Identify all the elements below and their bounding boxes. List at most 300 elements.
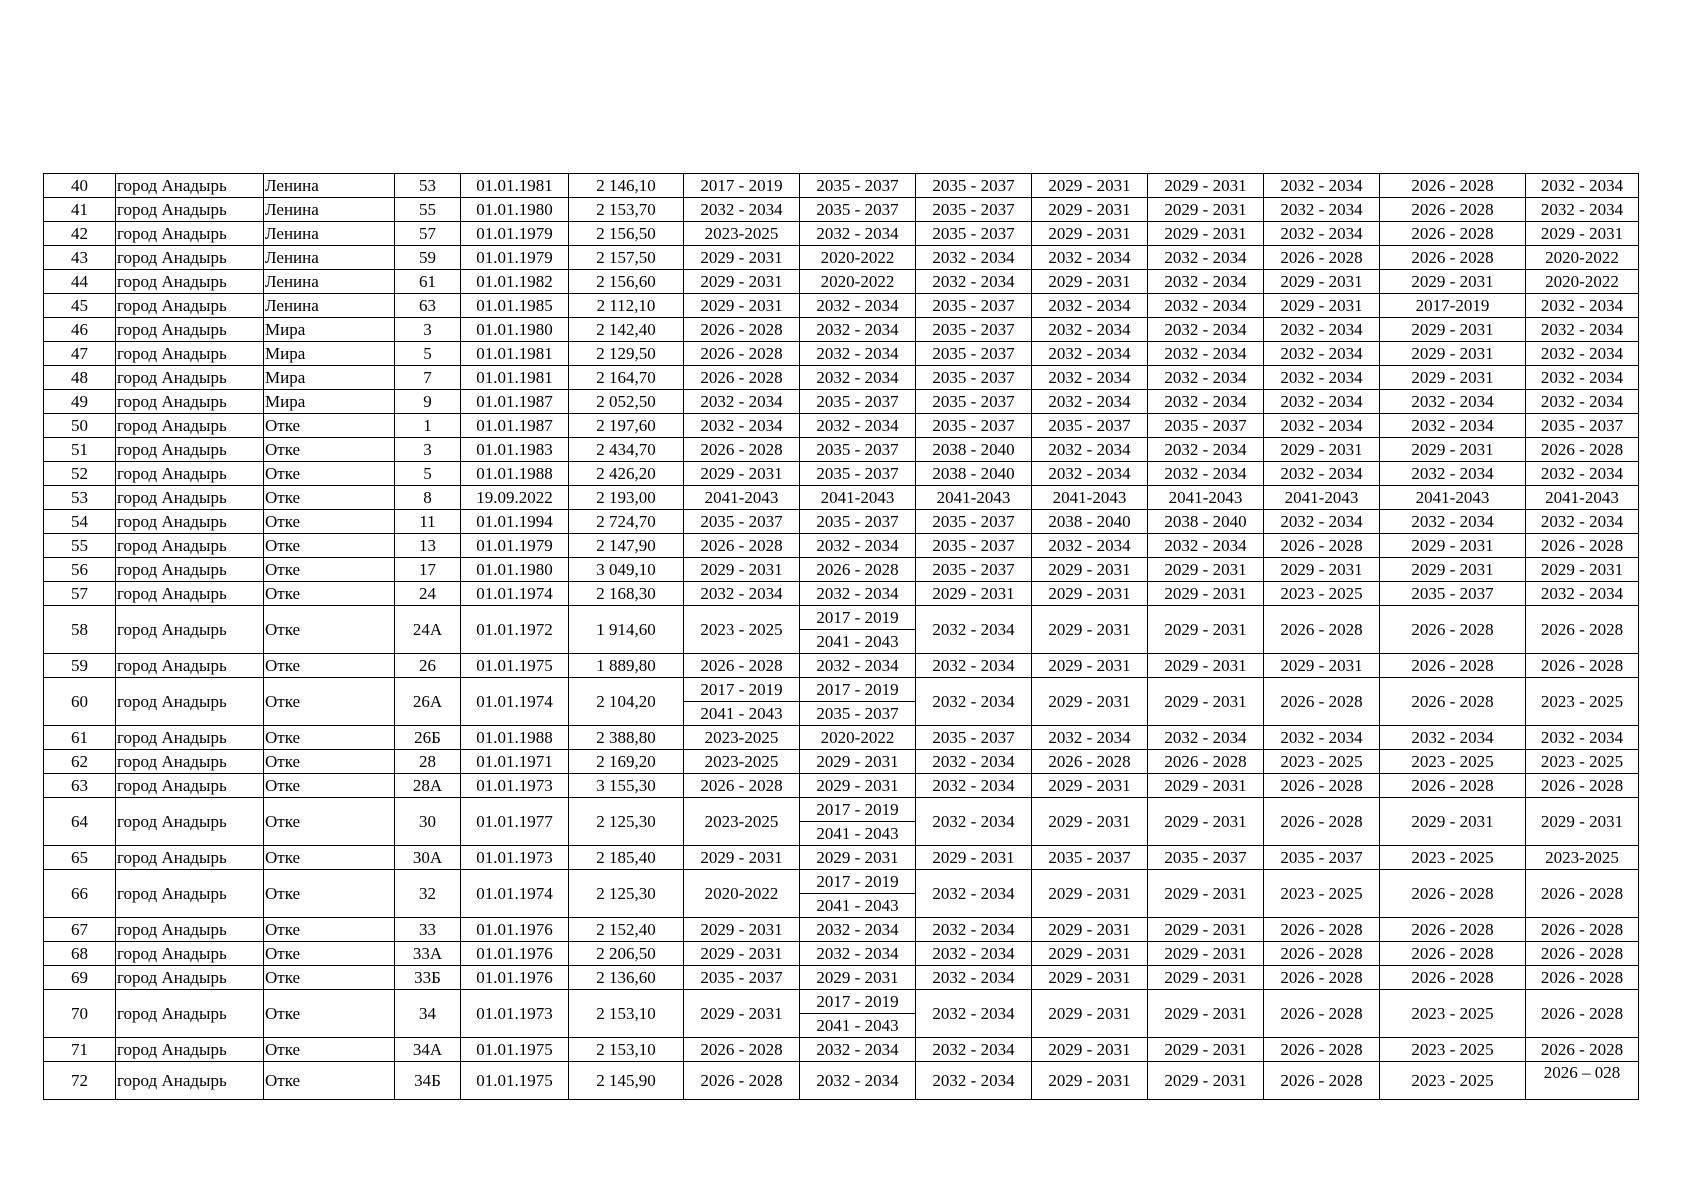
area-cell: 2 125,30	[569, 798, 684, 846]
commission-date-cell: 01.01.1975	[461, 1038, 569, 1062]
street-cell: Ленина	[264, 294, 395, 318]
period-cell: 2041-2043	[1264, 486, 1380, 510]
period-cell: 2032 - 2034	[1148, 318, 1264, 342]
period-cell: 2032 - 2034	[1148, 726, 1264, 750]
row-number-cell: 57	[44, 582, 116, 606]
period-cell: 2032 - 2034	[916, 1038, 1032, 1062]
period-cell: 2029 - 2031	[1264, 270, 1380, 294]
city-cell: город Анадырь	[116, 558, 264, 582]
table-row	[44, 606, 1639, 654]
period-value: 2041 - 2043	[800, 1013, 915, 1037]
period-cell: 2026 - 2028	[1526, 966, 1639, 990]
period-cell: 2017-2019	[1380, 294, 1526, 318]
house-number-cell: 5	[395, 342, 461, 366]
period-cell: 2029 - 2031	[1032, 1062, 1148, 1100]
period-cell: 2023 - 2025	[1264, 750, 1380, 774]
row-number-cell: 65	[44, 846, 116, 870]
house-number-cell: 5	[395, 462, 461, 486]
commission-date-cell: 01.01.1982	[461, 270, 569, 294]
period-cell: 2026 - 2028	[1380, 198, 1526, 222]
street-cell: Отке	[264, 678, 395, 726]
city-cell: город Анадырь	[116, 870, 264, 918]
period-cell: 2029 - 2031	[1032, 222, 1148, 246]
table-row	[44, 918, 1639, 942]
period-cell: 2029 - 2031	[916, 582, 1032, 606]
table-row	[44, 486, 1639, 510]
period-cell: 2026 - 2028	[1380, 222, 1526, 246]
period-cell: 2029 - 2031	[1148, 558, 1264, 582]
house-number-cell: 9	[395, 390, 461, 414]
period-cell: 2029 - 2031	[1148, 990, 1264, 1038]
period-cell: 2038 - 2040	[916, 462, 1032, 486]
commission-date-cell: 01.01.1976	[461, 942, 569, 966]
period-cell: 2035 - 2037	[916, 294, 1032, 318]
house-number-cell: 26Б	[395, 726, 461, 750]
street-cell: Ленина	[264, 270, 395, 294]
period-cell: 2029 - 2031	[800, 774, 916, 798]
street-cell: Ленина	[264, 198, 395, 222]
period-cell: 2038 - 2040	[916, 438, 1032, 462]
commission-date-cell: 01.01.1979	[461, 534, 569, 558]
period-cell: 2026 - 2028	[1264, 246, 1380, 270]
period-cell: 2041-2043	[800, 486, 916, 510]
period-cell: 2026 - 2028	[684, 1062, 800, 1100]
commission-date-cell: 01.01.1976	[461, 966, 569, 990]
period-cell: 2029 - 2031	[1148, 222, 1264, 246]
table-row	[44, 342, 1639, 366]
period-cell: 2032 - 2034	[800, 918, 916, 942]
period-cell: 2026 - 2028	[684, 534, 800, 558]
city-cell: город Анадырь	[116, 918, 264, 942]
row-number-cell: 55	[44, 534, 116, 558]
period-cell: 2026 - 2028	[1526, 606, 1639, 654]
row-number-cell: 44	[44, 270, 116, 294]
commission-date-cell: 01.01.1987	[461, 390, 569, 414]
table-row	[44, 294, 1639, 318]
period-cell: 2032 - 2034	[916, 966, 1032, 990]
period-cell: 2026 - 2028	[1380, 870, 1526, 918]
row-number-cell: 59	[44, 654, 116, 678]
period-cell: 2032 - 2034	[800, 1038, 916, 1062]
period-cell: 2032 - 2034	[1032, 726, 1148, 750]
period-cell: 2032 - 2034	[1526, 726, 1639, 750]
period-cell: 2032 - 2034	[1032, 438, 1148, 462]
period-cell: 2029 - 2031	[1032, 942, 1148, 966]
row-number-cell: 62	[44, 750, 116, 774]
period-cell: 2029 - 2031	[1148, 966, 1264, 990]
commission-date-cell: 01.01.1973	[461, 990, 569, 1038]
period-cell: 2032 - 2034	[1264, 366, 1380, 390]
period-cell: 2032 - 2034	[1264, 726, 1380, 750]
commission-date-cell: 01.01.1971	[461, 750, 569, 774]
period-cell: 2035 - 2037	[916, 318, 1032, 342]
street-cell: Отке	[264, 774, 395, 798]
period-cell: 2023-2025	[684, 222, 800, 246]
commission-date-cell: 01.01.1988	[461, 462, 569, 486]
period-cell: 2029 - 2031	[1380, 318, 1526, 342]
house-number-cell: 8	[395, 486, 461, 510]
street-cell: Отке	[264, 438, 395, 462]
table-row	[44, 246, 1639, 270]
period-cell: 2029 - 2031	[1264, 294, 1380, 318]
period-cell: 2026 - 2028	[1380, 942, 1526, 966]
period-cell: 2026 - 2028	[1526, 774, 1639, 798]
row-number-cell: 63	[44, 774, 116, 798]
area-cell: 2 197,60	[569, 414, 684, 438]
house-number-cell: 33А	[395, 942, 461, 966]
commission-date-cell: 01.01.1979	[461, 246, 569, 270]
house-number-cell: 11	[395, 510, 461, 534]
period-cell: 2026 – 028	[1526, 1062, 1639, 1100]
period-cell: 2032 - 2034	[1526, 462, 1639, 486]
period-cell: 2023-2025	[684, 798, 800, 846]
row-number-cell: 54	[44, 510, 116, 534]
period-value: 2041 - 2043	[684, 701, 799, 725]
house-number-cell: 13	[395, 534, 461, 558]
city-cell: город Анадырь	[116, 414, 264, 438]
street-cell: Отке	[264, 462, 395, 486]
area-cell: 2 147,90	[569, 534, 684, 558]
period-cell: 2026 - 2028	[684, 774, 800, 798]
period-cell: 2029 - 2031	[1032, 966, 1148, 990]
row-number-cell: 72	[44, 1062, 116, 1100]
period-cell-split	[800, 606, 916, 654]
commission-date-cell: 01.01.1981	[461, 174, 569, 198]
row-number-cell: 50	[44, 414, 116, 438]
period-cell: 2029 - 2031	[800, 846, 916, 870]
commission-date-cell: 01.01.1974	[461, 582, 569, 606]
period-cell: 2032 - 2034	[800, 366, 916, 390]
period-cell: 2035 - 2037	[916, 558, 1032, 582]
period-cell: 2020-2022	[1526, 270, 1639, 294]
period-cell: 2035 - 2037	[916, 414, 1032, 438]
commission-date-cell: 01.01.1980	[461, 318, 569, 342]
row-number-cell: 56	[44, 558, 116, 582]
period-cell: 2035 - 2037	[1032, 414, 1148, 438]
period-cell: 2026 - 2028	[1264, 534, 1380, 558]
house-number-cell: 3	[395, 318, 461, 342]
period-cell: 2029 - 2031	[1032, 558, 1148, 582]
street-cell: Отке	[264, 486, 395, 510]
period-cell: 2029 - 2031	[684, 990, 800, 1038]
period-cell: 2017 - 2019	[684, 174, 800, 198]
period-cell: 2029 - 2031	[1380, 534, 1526, 558]
street-cell: Отке	[264, 798, 395, 846]
period-cell: 2032 - 2034	[1264, 414, 1380, 438]
period-cell: 2032 - 2034	[1264, 198, 1380, 222]
period-cell: 2026 - 2028	[684, 438, 800, 462]
period-cell: 2032 - 2034	[800, 342, 916, 366]
period-value: 2017 - 2019	[700, 680, 783, 699]
period-cell: 2032 - 2034	[916, 750, 1032, 774]
row-number-cell: 67	[44, 918, 116, 942]
city-cell: город Анадырь	[116, 678, 264, 726]
city-cell: город Анадырь	[116, 750, 264, 774]
period-cell: 2035 - 2037	[800, 438, 916, 462]
period-cell: 2035 - 2037	[916, 342, 1032, 366]
house-number-cell: 17	[395, 558, 461, 582]
row-number-cell: 60	[44, 678, 116, 726]
city-cell: город Анадырь	[116, 222, 264, 246]
period-cell: 2023 - 2025	[1380, 990, 1526, 1038]
period-cell: 2032 - 2034	[1264, 390, 1380, 414]
row-number-cell: 45	[44, 294, 116, 318]
street-cell: Отке	[264, 918, 395, 942]
house-number-cell: 59	[395, 246, 461, 270]
city-cell: город Анадырь	[116, 510, 264, 534]
period-cell: 2026 - 2028	[1380, 606, 1526, 654]
period-cell: 2029 - 2031	[1380, 438, 1526, 462]
period-cell-split	[800, 990, 916, 1038]
period-cell: 2026 - 2028	[1264, 966, 1380, 990]
period-cell: 2032 - 2034	[1526, 366, 1639, 390]
area-cell: 1 914,60	[569, 606, 684, 654]
street-cell: Отке	[264, 846, 395, 870]
area-cell: 2 193,00	[569, 486, 684, 510]
area-cell: 3 155,30	[569, 774, 684, 798]
period-cell: 2026 - 2028	[684, 318, 800, 342]
street-cell: Ленина	[264, 222, 395, 246]
period-cell: 2026 - 2028	[1264, 774, 1380, 798]
row-number-cell: 42	[44, 222, 116, 246]
period-cell: 2029 - 2031	[1032, 606, 1148, 654]
street-cell: Мира	[264, 390, 395, 414]
house-number-cell: 26А	[395, 678, 461, 726]
area-cell: 2 104,20	[569, 678, 684, 726]
city-cell: город Анадырь	[116, 534, 264, 558]
area-cell: 2 142,40	[569, 318, 684, 342]
row-number-cell: 68	[44, 942, 116, 966]
table-body	[44, 174, 1639, 1100]
period-cell: 2035 - 2037	[800, 390, 916, 414]
period-cell: 2032 - 2034	[1264, 462, 1380, 486]
period-cell: 2032 - 2034	[800, 534, 916, 558]
period-cell: 2026 - 2028	[1264, 942, 1380, 966]
street-cell: Отке	[264, 1062, 395, 1100]
commission-date-cell: 19.09.2022	[461, 486, 569, 510]
period-cell: 2032 - 2034	[1148, 270, 1264, 294]
table-row	[44, 870, 1639, 918]
period-cell: 2026 - 2028	[684, 366, 800, 390]
city-cell: город Анадырь	[116, 462, 264, 486]
period-cell: 2032 - 2034	[1148, 438, 1264, 462]
schedule-table	[43, 173, 1639, 1100]
period-cell: 2026 - 2028	[1526, 918, 1639, 942]
street-cell: Отке	[264, 990, 395, 1038]
city-cell: город Анадырь	[116, 1062, 264, 1100]
period-cell: 2029 - 2031	[1526, 558, 1639, 582]
table-row	[44, 390, 1639, 414]
period-value: 2017 - 2019	[816, 992, 899, 1011]
row-number-cell: 43	[44, 246, 116, 270]
area-cell: 2 434,70	[569, 438, 684, 462]
period-cell: 2032 - 2034	[684, 198, 800, 222]
house-number-cell: 32	[395, 870, 461, 918]
city-cell: город Анадырь	[116, 366, 264, 390]
period-cell: 2029 - 2031	[1148, 942, 1264, 966]
row-number-cell: 53	[44, 486, 116, 510]
commission-date-cell: 01.01.1973	[461, 774, 569, 798]
period-cell: 2041-2043	[1148, 486, 1264, 510]
period-cell: 2032 - 2034	[1264, 174, 1380, 198]
period-cell: 2026 - 2028	[1526, 1038, 1639, 1062]
period-cell: 2029 - 2031	[1148, 798, 1264, 846]
street-cell: Отке	[264, 966, 395, 990]
period-cell: 2032 - 2034	[1380, 462, 1526, 486]
period-cell: 2026 - 2028	[1526, 534, 1639, 558]
period-cell: 2029 - 2031	[1148, 1038, 1264, 1062]
period-value: 2041 - 2043	[800, 821, 915, 845]
period-cell: 2023 - 2025	[1380, 1062, 1526, 1100]
period-cell: 2032 - 2034	[1032, 342, 1148, 366]
city-cell: город Анадырь	[116, 654, 264, 678]
house-number-cell: 63	[395, 294, 461, 318]
period-cell: 2032 - 2034	[1148, 246, 1264, 270]
period-cell: 2038 - 2040	[1148, 510, 1264, 534]
period-cell: 2026 - 2028	[684, 1038, 800, 1062]
period-cell: 2032 - 2034	[1526, 174, 1639, 198]
period-cell: 2029 - 2031	[1148, 678, 1264, 726]
period-cell: 2029 - 2031	[1148, 918, 1264, 942]
period-cell: 2032 - 2034	[684, 414, 800, 438]
house-number-cell: 34Б	[395, 1062, 461, 1100]
period-cell: 2023 - 2025	[1380, 846, 1526, 870]
period-cell: 2041-2043	[684, 486, 800, 510]
period-cell: 2032 - 2034	[916, 870, 1032, 918]
period-cell: 2032 - 2034	[684, 582, 800, 606]
area-cell: 2 129,50	[569, 342, 684, 366]
period-cell: 2032 - 2034	[1380, 510, 1526, 534]
period-cell: 2026 - 2028	[1526, 654, 1639, 678]
period-cell: 2035 - 2037	[1264, 846, 1380, 870]
period-value: 2017 - 2019	[816, 800, 899, 819]
city-cell: город Анадырь	[116, 342, 264, 366]
period-cell: 2032 - 2034	[916, 246, 1032, 270]
city-cell: город Анадырь	[116, 966, 264, 990]
city-cell: город Анадырь	[116, 990, 264, 1038]
period-cell: 2032 - 2034	[1264, 318, 1380, 342]
period-cell: 2032 - 2034	[1148, 462, 1264, 486]
period-cell: 2029 - 2031	[1032, 870, 1148, 918]
table-row	[44, 414, 1639, 438]
street-cell: Отке	[264, 606, 395, 654]
period-cell: 2029 - 2031	[684, 942, 800, 966]
period-cell: 2035 - 2037	[916, 366, 1032, 390]
house-number-cell: 24	[395, 582, 461, 606]
street-cell: Отке	[264, 726, 395, 750]
commission-date-cell: 01.01.1974	[461, 870, 569, 918]
area-cell: 2 153,70	[569, 198, 684, 222]
period-cell: 2029 - 2031	[1148, 606, 1264, 654]
area-cell: 2 164,70	[569, 366, 684, 390]
period-cell: 2032 - 2034	[1380, 726, 1526, 750]
table-row	[44, 582, 1639, 606]
period-cell: 2026 - 2028	[1264, 678, 1380, 726]
city-cell: город Анадырь	[116, 726, 264, 750]
period-cell: 2032 - 2034	[1526, 342, 1639, 366]
period-cell: 2029 - 2031	[800, 966, 916, 990]
period-cell: 2032 - 2034	[1032, 318, 1148, 342]
period-cell: 2035 - 2037	[684, 510, 800, 534]
area-cell: 2 206,50	[569, 942, 684, 966]
period-cell: 2023-2025	[684, 726, 800, 750]
table-row	[44, 366, 1639, 390]
table-row	[44, 726, 1639, 750]
period-cell: 2041-2043	[1526, 486, 1639, 510]
row-number-cell: 40	[44, 174, 116, 198]
period-cell: 2029 - 2031	[1380, 342, 1526, 366]
period-value: 2041 - 2043	[800, 629, 915, 653]
street-cell: Мира	[264, 318, 395, 342]
commission-date-cell: 01.01.1980	[461, 198, 569, 222]
period-cell: 2029 - 2031	[1148, 774, 1264, 798]
period-cell: 2035 - 2037	[1526, 414, 1639, 438]
house-number-cell: 28	[395, 750, 461, 774]
period-cell: 2023 - 2025	[1264, 870, 1380, 918]
period-cell: 2032 - 2034	[1148, 294, 1264, 318]
period-cell: 2029 - 2031	[684, 846, 800, 870]
city-cell: город Анадырь	[116, 798, 264, 846]
period-cell: 2029 - 2031	[1380, 270, 1526, 294]
period-cell: 2029 - 2031	[1264, 558, 1380, 582]
period-cell: 2029 - 2031	[1264, 654, 1380, 678]
period-cell: 2023 - 2025	[1264, 582, 1380, 606]
street-cell: Отке	[264, 534, 395, 558]
commission-date-cell: 01.01.1972	[461, 606, 569, 654]
street-cell: Отке	[264, 510, 395, 534]
city-cell: город Анадырь	[116, 1038, 264, 1062]
area-cell: 2 426,20	[569, 462, 684, 486]
period-cell: 2026 - 2028	[1526, 870, 1639, 918]
table-row	[44, 942, 1639, 966]
period-cell: 2029 - 2031	[1032, 270, 1148, 294]
period-cell: 2029 - 2031	[684, 246, 800, 270]
period-cell: 2035 - 2037	[916, 534, 1032, 558]
period-cell: 2023 - 2025	[1526, 678, 1639, 726]
period-cell: 2032 - 2034	[1526, 390, 1639, 414]
row-number-cell: 71	[44, 1038, 116, 1062]
area-cell: 2 153,10	[569, 1038, 684, 1062]
period-cell: 2026 - 2028	[1264, 990, 1380, 1038]
commission-date-cell: 01.01.1975	[461, 1062, 569, 1100]
period-cell: 2035 - 2037	[1148, 414, 1264, 438]
area-cell: 2 136,60	[569, 966, 684, 990]
period-cell: 2026 - 2028	[1264, 1038, 1380, 1062]
period-cell: 2041-2043	[1032, 486, 1148, 510]
area-cell: 2 388,80	[569, 726, 684, 750]
period-cell: 2029 - 2031	[1148, 870, 1264, 918]
period-cell-split	[684, 678, 800, 726]
period-cell: 2032 - 2034	[1032, 294, 1148, 318]
period-cell: 2035 - 2037	[800, 174, 916, 198]
period-cell: 2026 - 2028	[1526, 990, 1639, 1038]
period-cell: 2035 - 2037	[916, 510, 1032, 534]
street-cell: Отке	[264, 1038, 395, 1062]
table-row	[44, 534, 1639, 558]
house-number-cell: 1	[395, 414, 461, 438]
commission-date-cell: 01.01.1980	[461, 558, 569, 582]
row-number-cell: 52	[44, 462, 116, 486]
period-cell: 2032 - 2034	[916, 654, 1032, 678]
table-row	[44, 966, 1639, 990]
period-cell: 2032 - 2034	[800, 414, 916, 438]
period-cell: 2032 - 2034	[1148, 534, 1264, 558]
city-cell: город Анадырь	[116, 174, 264, 198]
row-number-cell: 58	[44, 606, 116, 654]
period-cell: 2032 - 2034	[1032, 462, 1148, 486]
commission-date-cell: 01.01.1974	[461, 678, 569, 726]
area-cell: 2 153,10	[569, 990, 684, 1038]
